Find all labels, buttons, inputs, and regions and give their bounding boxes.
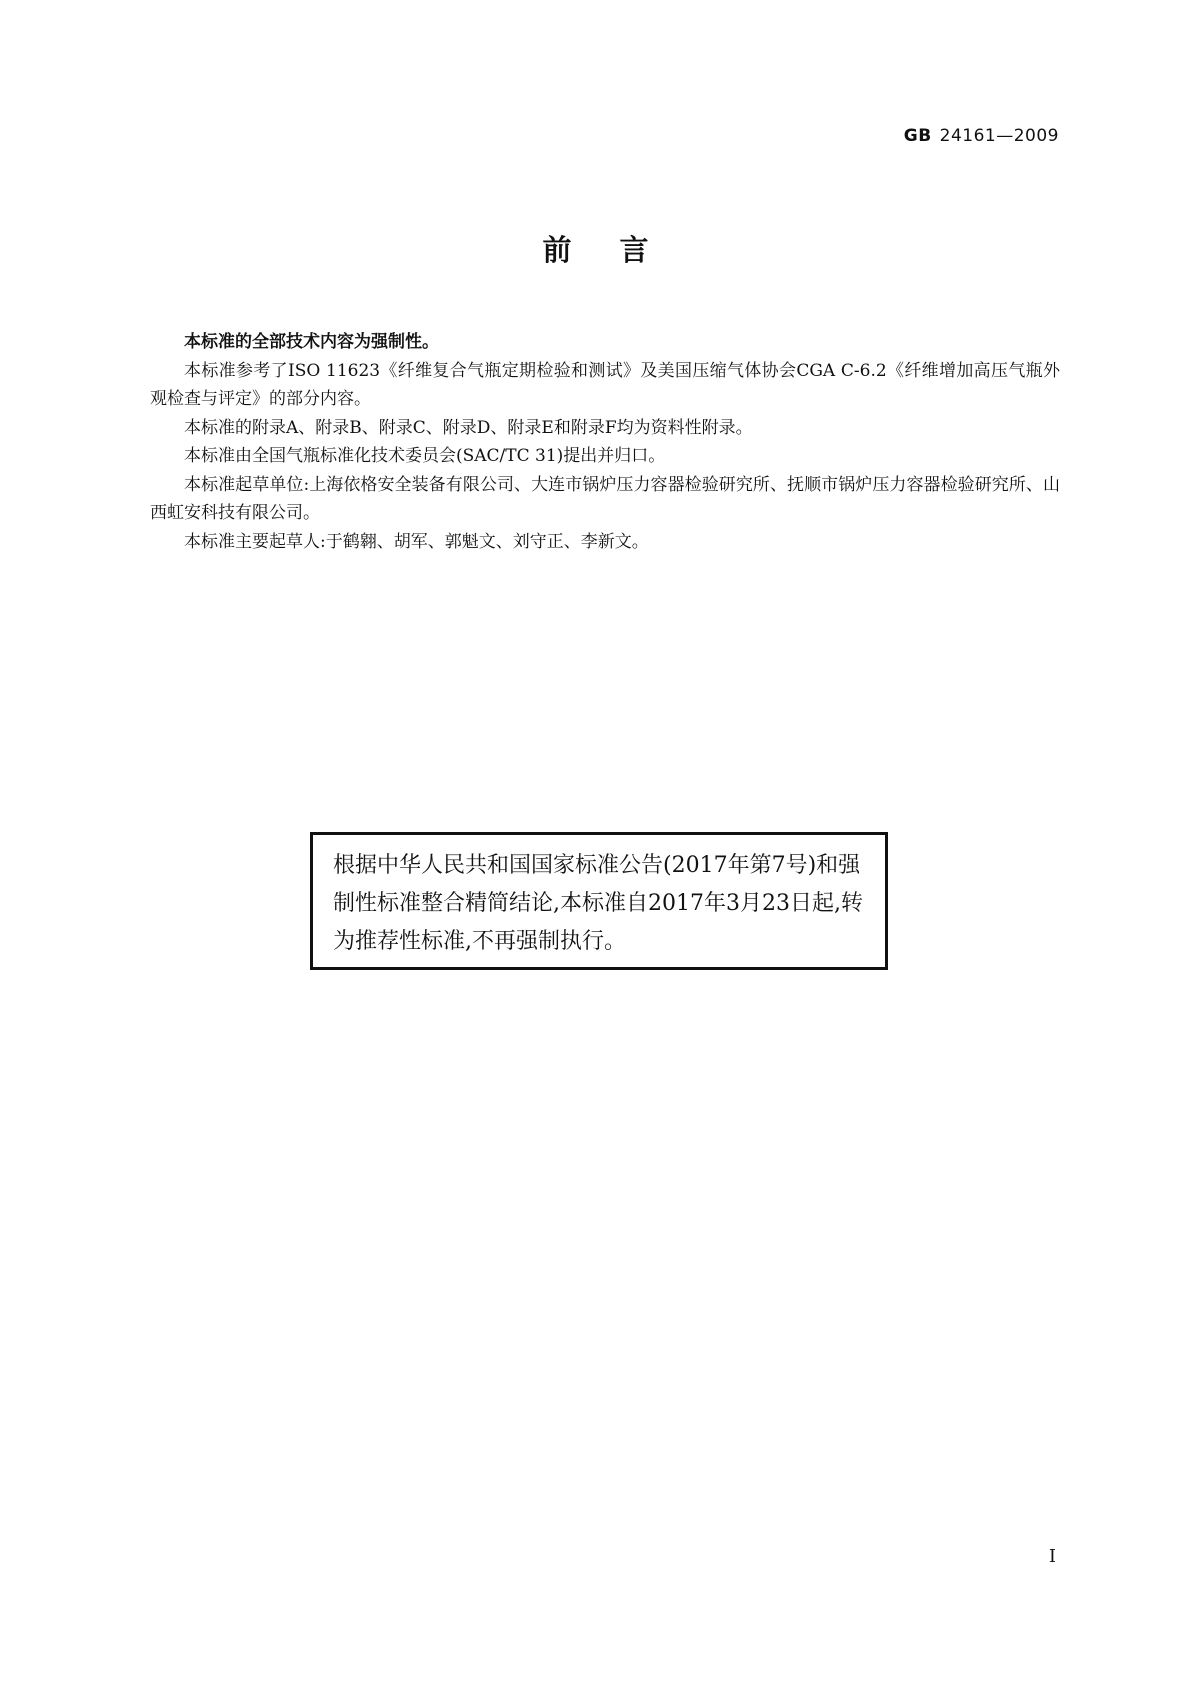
standard-code-number: 24161—2009 bbox=[939, 126, 1059, 146]
drafting-units-paragraph: 本标准起草单位:上海依格安全装备有限公司、大连市锅炉压力容器检验研究所、抚顺市锅炉压力容器检验研究所、山西虹安科技有限公司。 bbox=[150, 474, 1060, 523]
foreword-body bbox=[150, 328, 1060, 556]
page-title: 前言 bbox=[542, 233, 697, 267]
appendix-paragraph: 本标准的附录A、附录B、附录C、附录D、附录E和附录F均为资料性附录。 bbox=[184, 417, 753, 438]
proposer-paragraph: 本标准由全国气瓶标准化技术委员会(SAC/TC 31)提出并归口。 bbox=[184, 446, 666, 466]
mandatory-statement: 本标准的全部技术内容为强制性。 bbox=[184, 332, 439, 352]
reference-paragraph: 本标准参考了ISO 11623《纤维复合气瓶定期检验和测试》及美国压缩气体协会CGA C-6.2《纤维增加高压气瓶外观检查与评定》的部分内容。 bbox=[150, 360, 1060, 409]
page-number: I bbox=[1048, 1546, 1056, 1567]
drafters-paragraph: 本标准主要起草人:于鹤翱、胡军、郭魁文、刘守正、李新文。 bbox=[184, 531, 649, 552]
standard-code bbox=[904, 126, 1059, 146]
status-notice-box: 根据中华人民共和国国家标准公告(2017年第7号)和强制性标准整合精简结论,本标准自2017年3月23日起,转为推荐性标准,不再强制执行。 bbox=[310, 832, 888, 970]
standard-code-prefix: GB bbox=[903, 126, 932, 146]
